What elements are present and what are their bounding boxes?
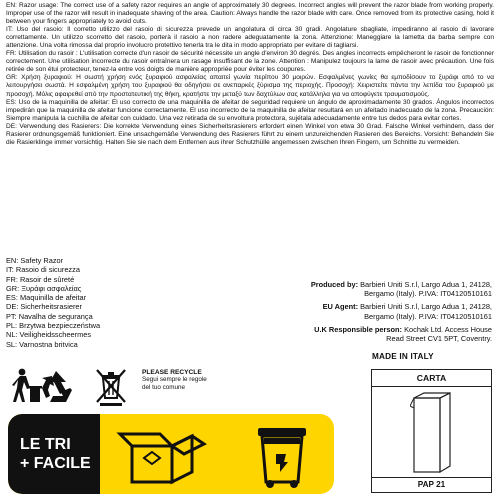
eu-agent-label: EU Agent: — [322, 302, 359, 312]
product-name-pl: PL: Brzytwa bezpieczeństwa — [6, 321, 101, 331]
usage-fr: FR: Utilisation du rasoir : L'utilisation correcte d'un rasoir de sécurité nécessite un angle d'environ 30 degrés. Des angles incorrects empêcheront le rasoir de fonctionner correctement. Une utilisation incorrecte du rasoir entraînera un rasage insuffisant de la zone. Attention : Manipulez toujours la lame de rasoir avec précaution. Une fois retirée de son étui protecteur, tenez-la entre vos doigts de manière appropriée pour éviter les coupures. — [6, 50, 494, 74]
uk-responsible-line1: Kochak Ltd. Access House — [404, 324, 492, 334]
produced-by-block — [192, 280, 492, 298]
eu-agent-line2: Bergamo (Italy). P.IVA: IT04120510161 — [364, 311, 492, 321]
product-names-list — [6, 256, 166, 349]
please-recycle — [142, 369, 292, 391]
please-recycle-line1: Segui sempre le regole — [142, 376, 207, 384]
usage-instructions — [6, 2, 494, 147]
product-name-gr: GR: Ξυράφι ασφαλείας — [6, 283, 82, 293]
eu-agent-block — [192, 302, 492, 320]
product-name-fr: FR: Rasoir de sûreté — [6, 274, 75, 284]
cardboard-box-icon — [114, 422, 224, 486]
tidyman-icon — [12, 369, 42, 402]
eu-agent-line1: Barbieri Uniti S.r.l, Largo Adua 1, 24128, — [360, 302, 492, 312]
uk-responsible-label: U.K Responsible person: — [314, 324, 403, 334]
made-in-italy: MADE IN ITALY — [372, 352, 434, 361]
letri-label — [8, 414, 100, 494]
carta-box — [371, 369, 492, 493]
usage-it: IT: Uso del rasoio: Il corretto utilizzo del rasoio di sicurezza prevede un angolatura di circa 30 gradi. Angolature sbagliate, impediranno al rasoio di lavorare correttamente. Un utilizzo scorretto del rasoio, porterà il rasoio a non radere adeguatamente la zona. Attenzione: Maneggiare la lametta da barba sempre con attenzione. Una volta rimossa dal proprio involucro protettivo tenerla tra le dita in modo appropriato per evitare di tagliarsi. — [6, 26, 494, 50]
recycling-bin-icon — [244, 418, 324, 490]
recycling-icons — [8, 366, 138, 411]
usage-de: DE: Verwendung des Rasierers: Die korrekte Verwendung eines Sicherheitsrasierers erfordert einen Winkel von etwa 30 Grad. Falsche Winkel verhindern, dass der Rasierer ordnungsgemäß funktioniert. Eine unsachgemäße Verwendung des Rasierers führt zu einem unzureichenden Rasieren des Bereichs. Vorsicht: Behandeln Sie die Rasierklinge immer vorsichtig. Halten Sie sie nach dem Entfernen aus ihrer Schutzhülle angemessen zwischen Ihren Fingern, um Schnitte zu vermeiden. — [6, 122, 494, 146]
product-name-nl: NL: Veiligheidsscheermes — [6, 330, 92, 340]
product-name-it: IT: Rasoio di sicurezza — [6, 265, 80, 275]
usage-en: EN: Razor usage: The correct use of a safety razor requires an angle of approximately 30 degrees. Incorrect angles will prevent the razor blade from working properly. Improper use of the razor will result in inadequate shaving of the area. Caution: Always handle the razor blade with care. Once removed from its protective casing, hold it between your fingers appropriately to avoid cuts. — [6, 2, 494, 26]
product-name-pt: PT: Navalha de segurança — [6, 311, 93, 321]
produced-by-line2: Bergamo (Italy). P.IVA: IT04120510161 — [364, 289, 492, 299]
carta-title: CARTA — [372, 370, 491, 387]
product-name-sl: SL: Varnostna britvica — [6, 339, 78, 349]
carta-code: PAP 21 — [372, 477, 491, 492]
product-name-en: EN: Safety Razor — [6, 256, 64, 265]
produced-by-label: Produced by: — [310, 280, 359, 289]
paper-box-icon — [410, 392, 454, 474]
letri-banner — [8, 414, 334, 494]
uk-responsible-block — [192, 325, 492, 343]
letri-line2: + FACILE — [20, 455, 91, 472]
please-recycle-title: PLEASE RECYCLE — [142, 369, 202, 376]
product-name-de: DE: Sicherheitsrasierer — [6, 302, 82, 312]
crossed-bin-icon — [97, 370, 125, 406]
usage-es: ES: Uso de la maquinilla de afeitar: El uso correcto de una maquinilla de afeitar de seguridad requiere un ángulo de aproximadamente 30 grados. Ángulos incorrectos impedirán que la maquinilla de afeitar funcione correctamente. El uso incorrecto de la maquinilla de afeitar resultará en un afeitado inadecuado de la zona. Precaución: Siempre manipula la cuchilla de afeitar con cuidado. Una vez retirada de su envoltura protectora, sujétala adecuadamente entre tus dedos para evitar cortes. — [6, 98, 494, 122]
uk-responsible-line2: Read Street CV1 5PT, Coventry. — [386, 334, 492, 344]
letri-line1: LE TRI — [20, 436, 71, 453]
please-recycle-line2: del tuo comune — [142, 383, 186, 391]
produced-by-line1: Barbieri Uniti S.r.l, Largo Adua 1, 24128, — [360, 280, 492, 289]
mobius-loop-icon — [42, 371, 72, 402]
product-name-es: ES: Maquinilla de afeitar — [6, 293, 87, 303]
producer-info — [192, 280, 492, 347]
usage-gr: GR: Χρήση ξυραφιού: Η σωστή χρήση ενός ξυραφιού ασφαλείας απαιτεί γωνία περίπου 30 μοιρών. Εσφαλμένες γωνίες θα εμποδίσουν το ξυράφι από το να λειτουργήσει σωστά. Η εσφαλμένη χρήση του ξυραφιού θα οδηγήσει σε ανεπαρκές ξύρισμα της περιοχής. Προσοχή: Χειριστείτε πάντα την λεπίδα του ξυραφιού με προσοχή. Μόλις αφαιρεθεί από την προστατευτική της θήκη, κρατήστε την μεταξύ των δαχτύλων σας κατάλληλα για να αποφύγετε τραυματισμούς. — [6, 74, 494, 98]
